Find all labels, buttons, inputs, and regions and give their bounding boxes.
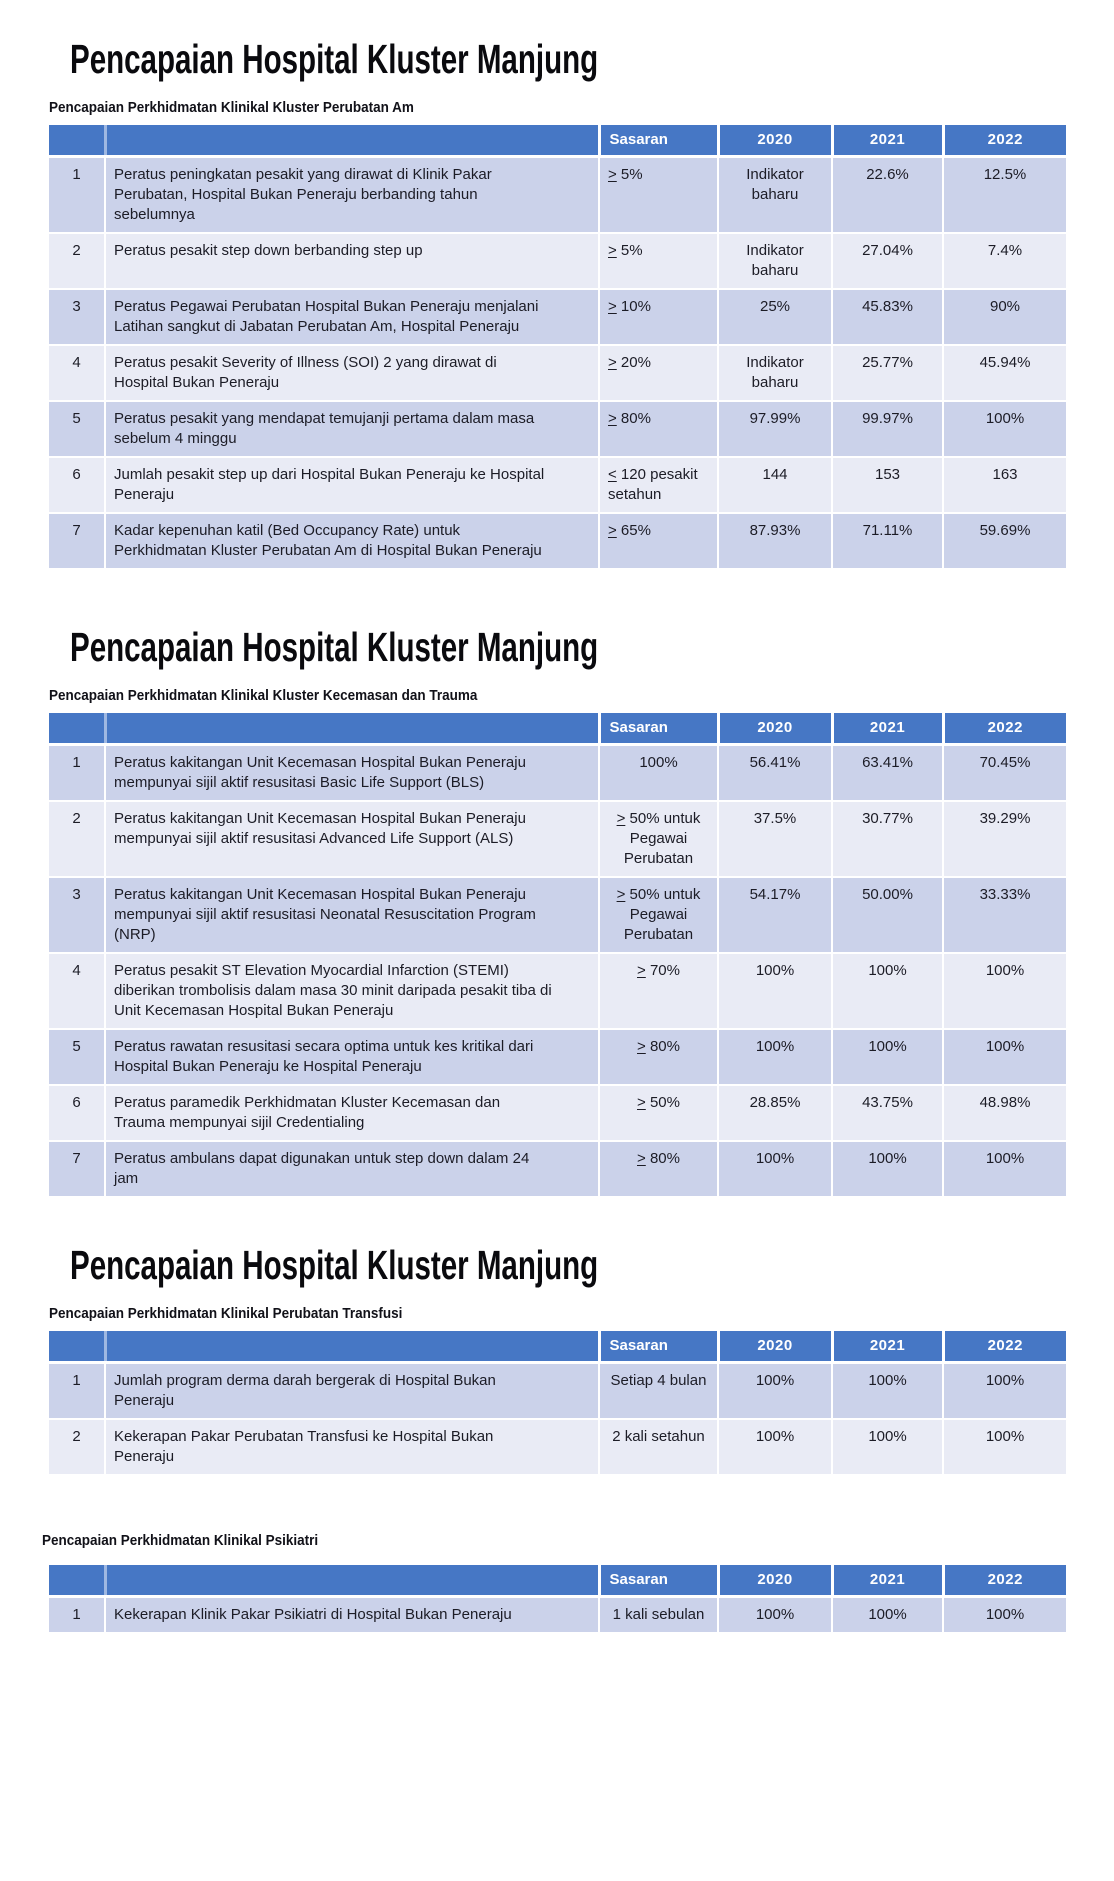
table-row	[49, 513, 1066, 569]
year-value-cell: 144	[718, 457, 832, 513]
row-number-cell: 3	[49, 877, 105, 953]
year-value-cell: 39.29%	[943, 801, 1066, 877]
indicator-cell: Jumlah pesakit step up dari Hospital Bukan Peneraju ke Hospital Peneraju	[105, 457, 599, 513]
performance-table	[49, 125, 1066, 570]
table-row	[49, 289, 1066, 345]
indicator-cell: Peratus rawatan resusitasi secara optima untuk kes kritikal dari Hospital Bukan Peneraju ke Hospital Peneraju	[105, 1029, 599, 1085]
year-value-cell: 153	[832, 457, 943, 513]
sasaran-cell: > 50% untuk Pegawai Perubatan	[599, 877, 718, 953]
year-value-cell: 63.41%	[832, 745, 943, 802]
section-subtitle: Pencapaian Perkhidmatan Klinikal Perubatan Transfusi	[49, 1305, 403, 1323]
row-number-cell: 4	[49, 953, 105, 1029]
row-number-cell: 6	[49, 457, 105, 513]
year-value-cell: 33.33%	[943, 877, 1066, 953]
section-title: Pencapaian Hospital Kluster Manjung	[70, 1242, 599, 1289]
year-value-cell: 100%	[718, 1419, 832, 1475]
header-cell-indicator	[105, 713, 599, 745]
year-value-cell: 87.93%	[718, 513, 832, 569]
header-cell-2022: 2022	[943, 1331, 1066, 1363]
year-value-cell: 100%	[832, 1029, 943, 1085]
year-value-cell: 43.75%	[832, 1085, 943, 1141]
table-row	[49, 745, 1066, 802]
table-row	[49, 953, 1066, 1029]
table-row	[49, 1029, 1066, 1085]
header-cell-2021: 2021	[832, 1331, 943, 1363]
header-cell-sasaran: Sasaran	[599, 1565, 718, 1597]
header-cell-2020: 2020	[718, 1331, 832, 1363]
slide-section	[0, 0, 1114, 570]
year-value-cell: Indikator baharu	[718, 157, 832, 234]
sasaran-cell: > 50%	[599, 1085, 718, 1141]
year-value-cell: 45.83%	[832, 289, 943, 345]
header-cell-sasaran: Sasaran	[599, 125, 718, 157]
section-subtitle: Pencapaian Perkhidmatan Klinikal Kluster Kecemasan dan Trauma	[49, 687, 478, 705]
sasaran-cell: > 20%	[599, 345, 718, 401]
row-number-cell: 1	[49, 1597, 105, 1634]
header-cell-sasaran: Sasaran	[599, 713, 718, 745]
table-row	[49, 157, 1066, 234]
row-number-cell: 2	[49, 233, 105, 289]
year-value-cell: 25%	[718, 289, 832, 345]
row-number-cell: 5	[49, 401, 105, 457]
sasaran-cell: 1 kali sebulan	[599, 1597, 718, 1634]
header-cell-indicator	[105, 1565, 599, 1597]
header-cell-2022: 2022	[943, 125, 1066, 157]
row-number-cell: 1	[49, 157, 105, 234]
header-cell-number	[49, 713, 105, 745]
sasaran-cell: > 65%	[599, 513, 718, 569]
table-row	[49, 1085, 1066, 1141]
year-value-cell: 100%	[832, 1141, 943, 1197]
year-value-cell: 56.41%	[718, 745, 832, 802]
year-value-cell: Indikator baharu	[718, 345, 832, 401]
indicator-cell: Peratus kakitangan Unit Kecemasan Hospital Bukan Peneraju mempunyai sijil aktif resusitasi Basic Life Support (BLS)	[105, 745, 599, 802]
year-value-cell: 28.85%	[718, 1085, 832, 1141]
slide-section	[0, 624, 1114, 1198]
header-cell-indicator	[105, 1331, 599, 1363]
table-row	[49, 401, 1066, 457]
table-row	[49, 1597, 1066, 1634]
year-value-cell: 100%	[718, 1597, 832, 1634]
table-row	[49, 345, 1066, 401]
section-title: Pencapaian Hospital Kluster Manjung	[70, 36, 599, 82]
year-value-cell: 70.45%	[943, 745, 1066, 802]
year-value-cell: 163	[943, 457, 1066, 513]
year-value-cell: 48.98%	[943, 1085, 1066, 1141]
year-value-cell: 100%	[943, 1029, 1066, 1085]
table-row	[49, 1419, 1066, 1475]
year-value-cell: 22.6%	[832, 157, 943, 234]
sasaran-cell: > 70%	[599, 953, 718, 1029]
year-value-cell: 100%	[718, 1363, 832, 1420]
row-number-cell: 4	[49, 345, 105, 401]
row-number-cell: 1	[49, 745, 105, 802]
sasaran-cell: > 80%	[599, 1141, 718, 1197]
year-value-cell: 100%	[718, 1029, 832, 1085]
year-value-cell: Indikator baharu	[718, 233, 832, 289]
sasaran-cell: > 80%	[599, 1029, 718, 1085]
year-value-cell: 100%	[832, 1597, 943, 1634]
performance-table	[49, 1331, 1066, 1476]
row-number-cell: 7	[49, 1141, 105, 1197]
header-cell-2021: 2021	[832, 713, 943, 745]
year-value-cell: 100%	[832, 953, 943, 1029]
row-number-cell: 7	[49, 513, 105, 569]
performance-table	[49, 713, 1066, 1198]
row-number-cell: 5	[49, 1029, 105, 1085]
sasaran-cell: Setiap 4 bulan	[599, 1363, 718, 1420]
indicator-cell: Peratus paramedik Perkhidmatan Kluster Kecemasan dan Trauma mempunyai sijil Credentialing	[105, 1085, 599, 1141]
year-value-cell: 30.77%	[832, 801, 943, 877]
indicator-cell: Kekerapan Pakar Perubatan Transfusi ke Hospital Bukan Peneraju	[105, 1419, 599, 1475]
year-value-cell: 100%	[832, 1363, 943, 1420]
table-header-row	[49, 713, 1066, 745]
table-row	[49, 1363, 1066, 1420]
sasaran-cell: > 10%	[599, 289, 718, 345]
table-header-row	[49, 125, 1066, 157]
header-cell-indicator	[105, 125, 599, 157]
section-subtitle: Pencapaian Perkhidmatan Klinikal Psikiatri	[42, 1532, 319, 1550]
year-value-cell: 100%	[718, 953, 832, 1029]
year-value-cell: 25.77%	[832, 345, 943, 401]
year-value-cell: 100%	[718, 1141, 832, 1197]
year-value-cell: 50.00%	[832, 877, 943, 953]
header-cell-number	[49, 1565, 105, 1597]
header-cell-number	[49, 1331, 105, 1363]
year-value-cell: 100%	[943, 1419, 1066, 1475]
sasaran-cell: > 5%	[599, 157, 718, 234]
year-value-cell: 90%	[943, 289, 1066, 345]
year-value-cell: 45.94%	[943, 345, 1066, 401]
year-value-cell: 100%	[832, 1419, 943, 1475]
section-title: Pencapaian Hospital Kluster Manjung	[70, 624, 599, 671]
header-cell-number	[49, 125, 105, 157]
sasaran-cell: < 120 pesakit setahun	[599, 457, 718, 513]
table-header-row	[49, 1331, 1066, 1363]
table-header-row	[49, 1565, 1066, 1597]
header-cell-2020: 2020	[718, 1565, 832, 1597]
header-cell-2022: 2022	[943, 713, 1066, 745]
table-row	[49, 877, 1066, 953]
year-value-cell: 97.99%	[718, 401, 832, 457]
sasaran-cell: 100%	[599, 745, 718, 802]
sasaran-cell: > 80%	[599, 401, 718, 457]
table-row	[49, 1141, 1066, 1197]
header-cell-2021: 2021	[832, 1565, 943, 1597]
performance-table	[49, 1565, 1066, 1634]
row-number-cell: 2	[49, 1419, 105, 1475]
header-cell-2020: 2020	[718, 125, 832, 157]
header-cell-2022: 2022	[943, 1565, 1066, 1597]
year-value-cell: 99.97%	[832, 401, 943, 457]
table-row	[49, 457, 1066, 513]
indicator-cell: Peratus peningkatan pesakit yang dirawat di Klinik Pakar Perubatan, Hospital Bukan Peneraju berbanding tahun sebelumnya	[105, 157, 599, 234]
year-value-cell: 100%	[943, 401, 1066, 457]
table-row	[49, 801, 1066, 877]
section-subtitle: Pencapaian Perkhidmatan Klinikal Kluster Perubatan Am	[49, 99, 414, 117]
row-number-cell: 3	[49, 289, 105, 345]
year-value-cell: 100%	[943, 1141, 1066, 1197]
indicator-cell: Kekerapan Klinik Pakar Psikiatri di Hospital Bukan Peneraju	[105, 1597, 599, 1634]
sasaran-cell: > 50% untuk Pegawai Perubatan	[599, 801, 718, 877]
year-value-cell: 100%	[943, 1363, 1066, 1420]
header-cell-2021: 2021	[832, 125, 943, 157]
year-value-cell: 12.5%	[943, 157, 1066, 234]
indicator-cell: Peratus pesakit yang mendapat temujanji pertama dalam masa sebelum 4 minggu	[105, 401, 599, 457]
year-value-cell: 100%	[943, 1597, 1066, 1634]
indicator-cell: Kadar kepenuhan katil (Bed Occupancy Rate) untuk Perkhidmatan Kluster Perubatan Am di Hospital Bukan Peneraju	[105, 513, 599, 569]
indicator-cell: Peratus kakitangan Unit Kecemasan Hospital Bukan Peneraju mempunyai sijil aktif resusitasi Neonatal Resuscitation Program (NRP)	[105, 877, 599, 953]
table-row	[49, 233, 1066, 289]
year-value-cell: 100%	[943, 953, 1066, 1029]
year-value-cell: 54.17%	[718, 877, 832, 953]
sasaran-cell: 2 kali setahun	[599, 1419, 718, 1475]
sasaran-cell: > 5%	[599, 233, 718, 289]
year-value-cell: 7.4%	[943, 233, 1066, 289]
row-number-cell: 2	[49, 801, 105, 877]
indicator-cell: Peratus Pegawai Perubatan Hospital Bukan Peneraju menjalani Latihan sangkut di Jabatan Perubatan Am, Hospital Peneraju	[105, 289, 599, 345]
indicator-cell: Peratus pesakit step down berbanding step up	[105, 233, 599, 289]
slide-section	[0, 1242, 1114, 1476]
indicator-cell: Peratus ambulans dapat digunakan untuk step down dalam 24 jam	[105, 1141, 599, 1197]
row-number-cell: 1	[49, 1363, 105, 1420]
year-value-cell: 71.11%	[832, 513, 943, 569]
indicator-cell: Peratus kakitangan Unit Kecemasan Hospital Bukan Peneraju mempunyai sijil aktif resusitasi Advanced Life Support (ALS)	[105, 801, 599, 877]
year-value-cell: 37.5%	[718, 801, 832, 877]
year-value-cell: 27.04%	[832, 233, 943, 289]
slide-section	[0, 1532, 1114, 1634]
indicator-cell: Jumlah program derma darah bergerak di Hospital Bukan Peneraju	[105, 1363, 599, 1420]
header-cell-sasaran: Sasaran	[599, 1331, 718, 1363]
year-value-cell: 59.69%	[943, 513, 1066, 569]
indicator-cell: Peratus pesakit Severity of Illness (SOI) 2 yang dirawat di Hospital Bukan Peneraju	[105, 345, 599, 401]
header-cell-2020: 2020	[718, 713, 832, 745]
indicator-cell: Peratus pesakit ST Elevation Myocardial Infarction (STEMI) diberikan trombolisis dalam masa 30 minit daripada pesakit tiba di Unit Kecemasan Hospital Bukan Peneraju	[105, 953, 599, 1029]
row-number-cell: 6	[49, 1085, 105, 1141]
